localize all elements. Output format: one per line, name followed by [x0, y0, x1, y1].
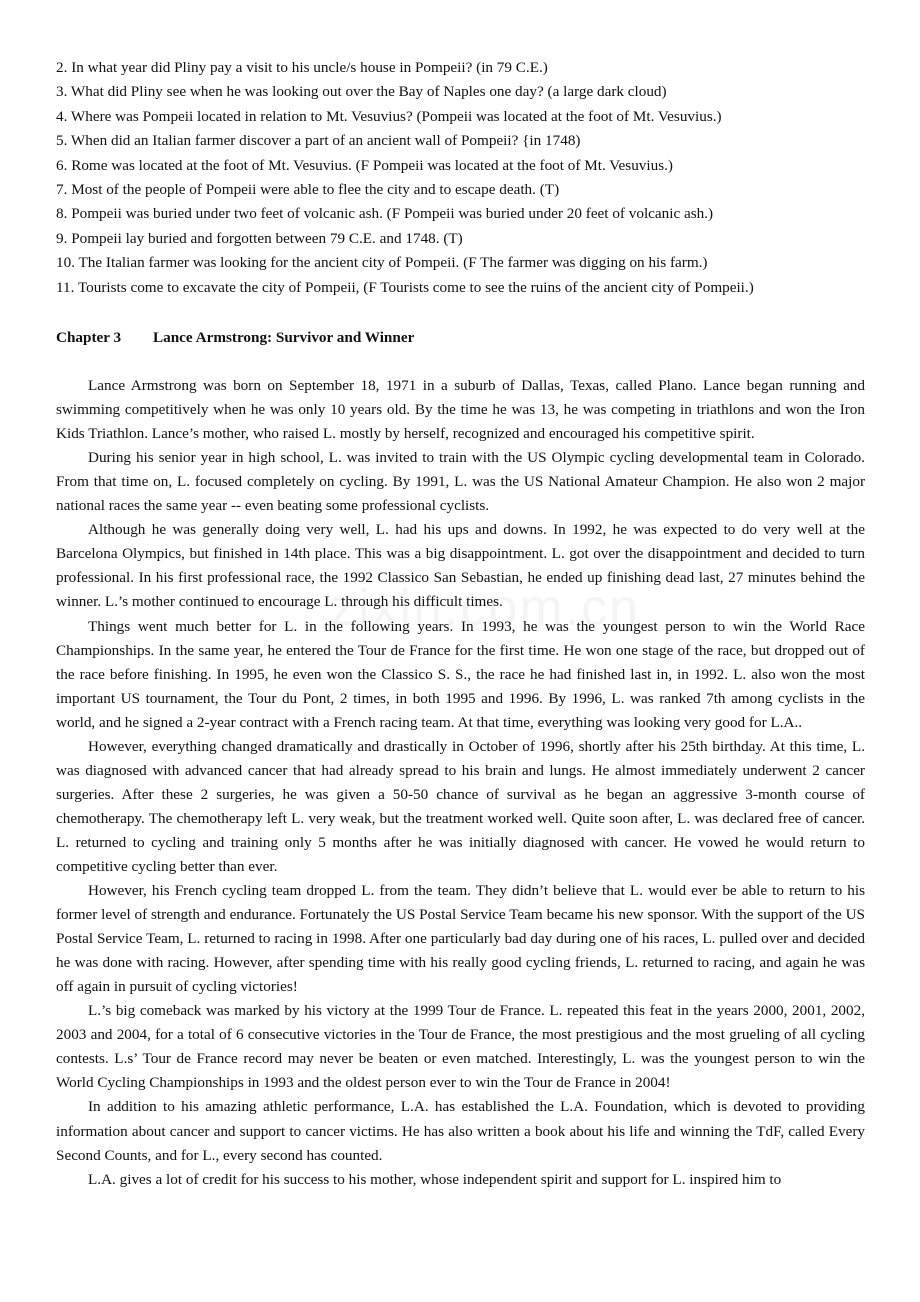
paragraph: Things went much better for L. in the following years. In 1993, he was the youngest person to win the World Race Championships. In the same year, he entered the Tour de France for the first time. He won one stage of the race, but dropped out of the race before finishing. In 1995, he even won the Classico S. S., the race he had finished last in, in 1992. L. also won the most important US tournament, the Tour du Pont, 2 times, in both 1995 and 1996. By 1996, L. was ranked 7th among cyclists in the world, and he signed a 2-year contract with a French racing team. At that time, everything was looking very good for L.A.. — [56, 617, 865, 731]
list-item: 2. In what year did Pliny pay a visit to his uncle/s house in Pompeii? (in 79 C.E.) — [56, 59, 548, 76]
paragraph: During his senior year in high school, L. was invited to train with the US Olympic cycling developmental team in Colorado. From that time on, L. focused completely on cycling. By 1991, L. was the US National Amateur Champion. He also won 2 major national races the same year -- even beating some professional cyclists. — [56, 449, 865, 515]
list-item: 7. Most of the people of Pompeii were able to flee the city and to escape death. (T) — [56, 181, 560, 199]
paragraph: L.A. gives a lot of credit for his success to his mother, whose independent spirit and support for L. inspired him to — [88, 1170, 782, 1188]
paragraph: In addition to his amazing athletic performance, L.A. has established the L.A. Foundation, which is devoted to providing information about cancer and support to cancer victims. He has also written a book about his life and winning the TdF, called Every Second Counts, and for L., every second has counted. — [56, 1098, 865, 1164]
paragraph: Although he was generally doing very well, L. had his ups and downs. In 1992, he was expected to do very well at the Barcelona Olympics, but finished in 14th place. This was a big disappointment. L. got over the disappointment and decided to turn professional. In his first professional race, the 1992 Classico San Sebastian, he ended up finishing dead last, 27 minutes behind the winner. L.’s mother continued to encourage L. through his difficult times. — [56, 521, 865, 611]
list-item: 6. Rome was located at the foot of Mt. Vesuvius. (F Pompeii was located at the foot of Mt. Vesuvius.) — [56, 156, 673, 174]
list-item: 10. The Italian farmer was looking for the ancient city of Pompeii. (F The farmer was digging on his farm.) — [56, 254, 708, 272]
list-item: 5. When did an Italian farmer discover a part of an ancient wall of Pompeii? {in 1748) — [56, 132, 581, 150]
list-item: 8. Pompeii was buried under two feet of volcanic ash. (F Pompeii was buried under 20 feet of volcanic ash.) — [56, 205, 714, 223]
paragraph: However, everything changed dramatically and drastically in October of 1996, shortly after his 25th birthday. At this time, L. was diagnosed with advanced cancer that had already spread to his brain and lungs. He almost immediately underwent 2 cancer surgeries. After these 2 surgeries, he was given a 50-50 chance of survival as he began an aggressive 3-month course of chemotherapy. The chemotherapy left L. very weak, but the treatment worked well. Quite soon after, L. was declared free of cancer. L. returned to cycling and training only 5 months after he was initially diagnosed with cancer. He vowed he would return to competitive cycling better than ever. — [56, 737, 865, 875]
chapter-heading — [56, 326, 865, 350]
chapter-body — [56, 374, 865, 1192]
list-item: 4. Where was Pompeii located in relation to Mt. Vesuvius? (Pompeii was located at the foot of Mt. Vesuvius.) — [56, 107, 722, 125]
paragraph: However, his French cycling team dropped L. from the team. They didn’t believe that L. would ever be able to return to his former level of strength and endurance. Fortunately the US Postal Service Team became his new sponsor. With the support of the US Postal Service Team, L. returned to racing in 1998. After one particularly bad day during one of his races, L. pulled over and decided he was done with racing. However, after spending time with his really good cycling friends, L. returned to racing, and again he was off again in pursuit of cycling victories! — [56, 882, 865, 996]
question-list — [56, 56, 865, 300]
chapter-number: Chapter 3 — [56, 329, 122, 347]
list-item: 9. Pompeii lay buried and forgotten between 79 C.E. and 1748. (T) — [56, 229, 463, 247]
list-item: 3. What did Pliny see when he was looking out over the Bay of Naples one day? (a large dark cloud) — [56, 83, 667, 101]
list-item: 11. Tourists come to excavate the city of Pompeii, (F Tourists come to see the ruins of the ancient city of Pompeii.) — [56, 278, 754, 296]
document-page — [56, 56, 865, 1192]
paragraph: Lance Armstrong was born on September 18, 1971 in a suburb of Dallas, Texas, called Plano. Lance began running and swimming competitively when he was only 10 years old. By the time he was 13, he was competing in triathlons and won the Iron Kids Triathlon. Lance’s mother, who raised L. mostly by herself, recognized and encouraged his competitive spirit. — [56, 377, 865, 443]
paragraph: L.’s big comeback was marked by his victory at the 1999 Tour de France. L. repeated this feat in the years 2000, 2001, 2002, 2003 and 2004, for a total of 6 consecutive victories in the Tour de France, the most prestigious and the most grueling of all cycling contests. L.s’ Tour de France record may never be beaten or even matched. Interestingly, L. was the youngest person to win the World Cycling Championships in 1993 and the oldest person ever to win the Tour de France in 2004! — [56, 1002, 865, 1092]
chapter-title: Lance Armstrong: Survivor and Winner — [153, 329, 415, 347]
